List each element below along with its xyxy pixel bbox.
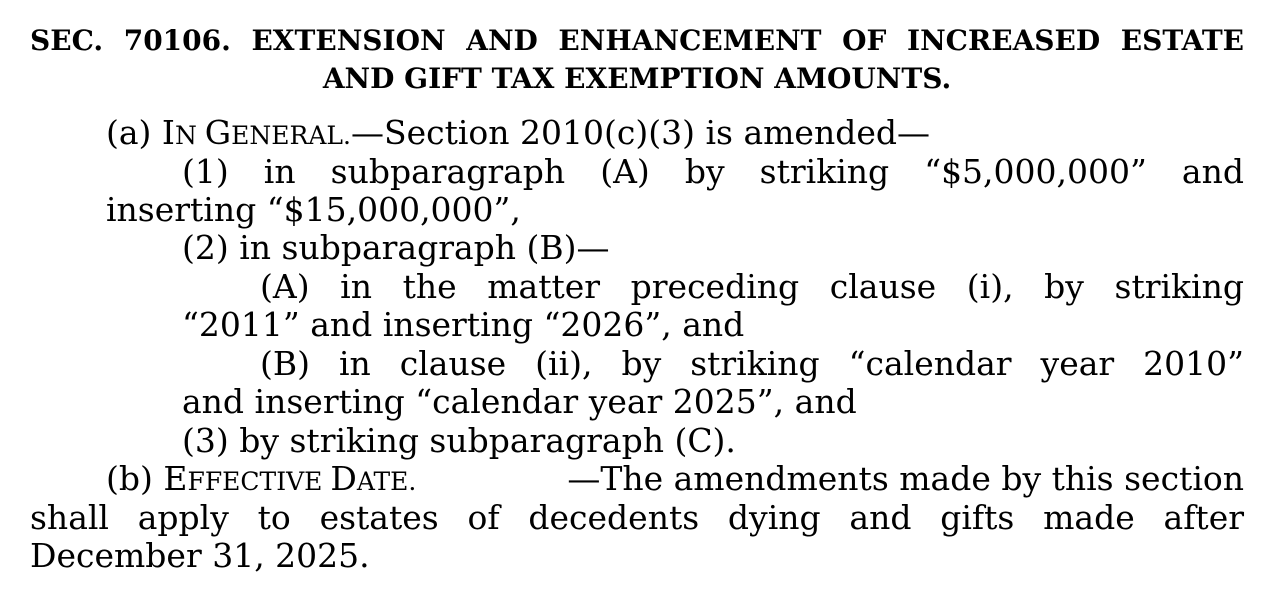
subsection-b-caption	[106, 460, 416, 501]
section-heading-line-2: AND GIFT TAX EXEMPTION AMOUNTS.	[322, 62, 952, 95]
subsection-a-caption-cap-2: G	[204, 113, 232, 152]
subsection-a-caption-cap-1: I	[161, 113, 175, 152]
subsection-a-caption-small-2: ENERAL.	[231, 121, 351, 150]
clause-a-line-2: “2011” and inserting “2026”, and	[182, 305, 745, 344]
subsection-b-heading	[106, 460, 1244, 501]
subsection-b-caption-small-1: FFECTIVE	[187, 467, 331, 496]
paragraph-2: (2) in subparagraph (B)—	[182, 228, 610, 267]
subsection-b-text-line-1: —The amendments made by this section	[567, 459, 1244, 498]
paragraph-3: (3) by striking subparagraph (C).	[182, 421, 736, 460]
paragraph-1-line-2: inserting “$15,000,000”,	[106, 190, 521, 229]
paragraph-1-line-1: (1) in subparagraph (A) by striking “$5,000,000” and	[182, 152, 1244, 191]
subsection-a-heading	[106, 114, 930, 155]
subsection-b-caption-cap-2: D	[330, 459, 357, 498]
clause-b-line-1: (B) in clause (ii), by striking “calendar year 2010”	[260, 344, 1244, 383]
subsection-b-text-line-3: December 31, 2025.	[30, 536, 370, 575]
subsection-b-caption-cap-1: E	[163, 459, 188, 498]
subsection-b-text-line-2: shall apply to estates of decedents dying and gifts made after	[30, 498, 1244, 537]
subsection-a-caption-small-1: N	[174, 121, 205, 150]
subsection-b-lead: (b)	[106, 459, 164, 498]
clause-b-line-2: and inserting “calendar year 2025”, and	[182, 382, 857, 421]
subsection-a-text: —Section 2010(c)(3) is amended—	[350, 113, 930, 152]
subsection-b-caption-small-2: ATE.	[356, 467, 417, 496]
section-heading-line-1: SEC. 70106. EXTENSION AND ENHANCEMENT OF INCREASED ESTATE	[30, 24, 1244, 57]
subsection-a-lead: (a)	[106, 113, 162, 152]
clause-a-line-1: (A) in the matter preceding clause (i), by striking	[260, 267, 1244, 306]
